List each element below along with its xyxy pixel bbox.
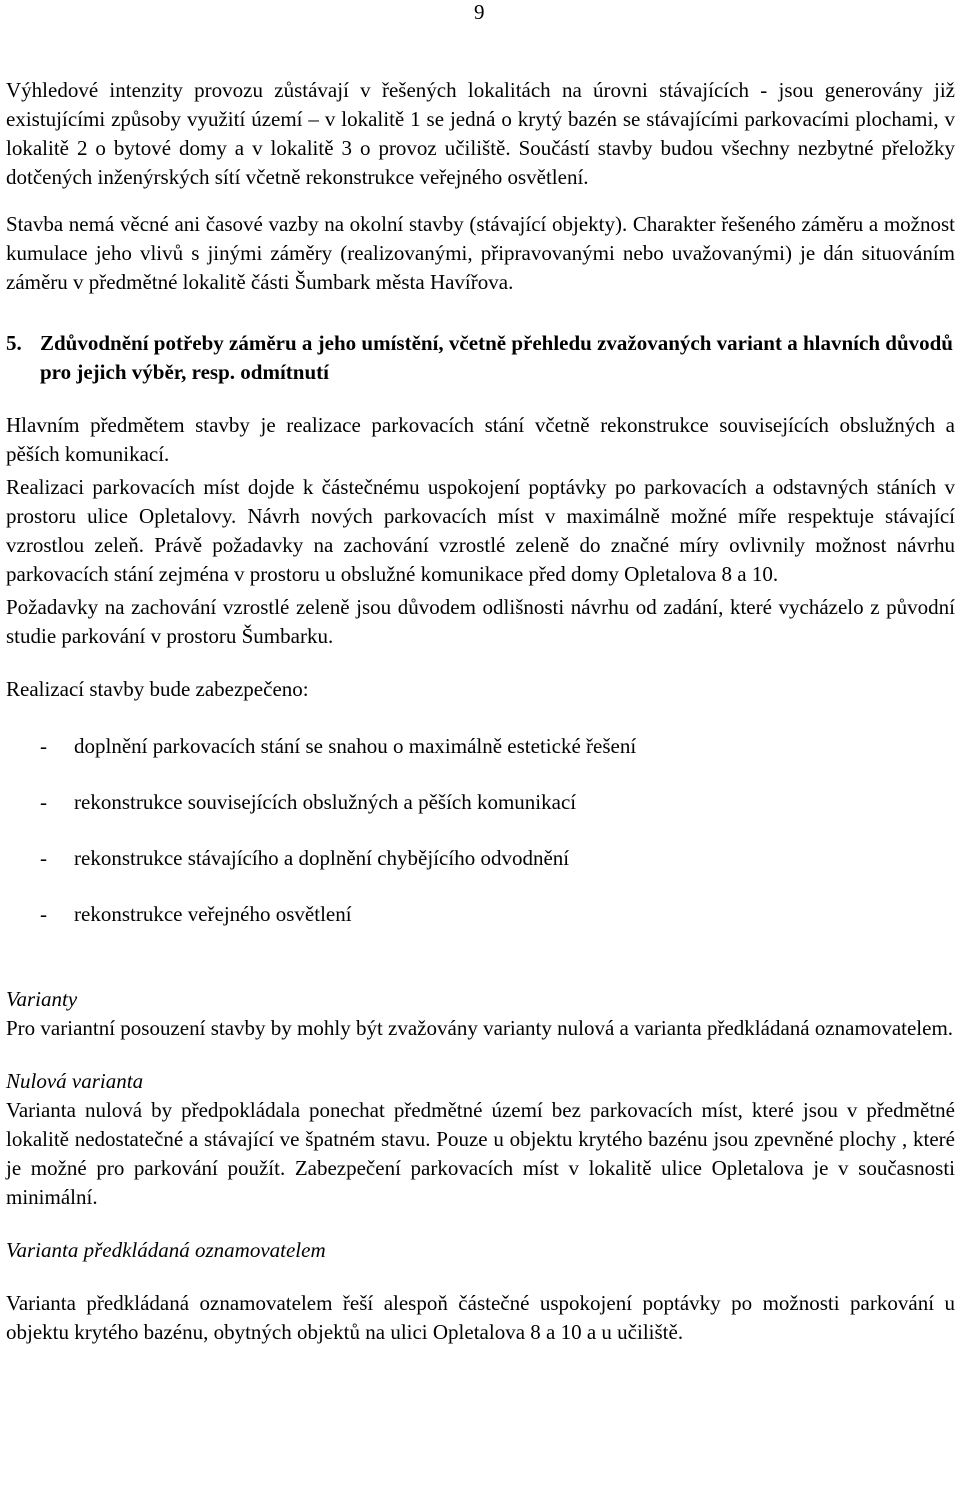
paragraph-proposed-variant: Varianta předkládaná oznamovatelem řeší alespoň částečné uspokojení poptávky po možnosti parkování u objektu krytého bazénu, obytných objektů na ulici Opletalova 8 a 10 a u učiliště. bbox=[6, 1291, 955, 1344]
section-heading-5 bbox=[6, 329, 955, 387]
paragraph-secured-list-intro: Realizací stavby bude zabezpečeno: bbox=[6, 677, 309, 701]
variants-heading: Varianty bbox=[6, 987, 78, 1011]
proposed-variant-heading: Varianta předkládaná oznamovatelem bbox=[6, 1238, 326, 1262]
list-item bbox=[6, 732, 955, 761]
list-item bbox=[6, 788, 955, 817]
list-item bbox=[6, 844, 955, 873]
paragraph-variants: Pro variantní posouzení stavby by mohly být zvažovány varianty nulová a varianta předkládaná oznamovatelem. bbox=[6, 1016, 954, 1040]
paragraph-zero-variant: Varianta nulová by předpokládala ponechat předmětné území bez parkovacích míst, které jsou v předmětné lokalitě nedostatečné a stávající ve špatném stavu. Pouze u objektu krytého bazénu jsou zpevněné plochy , které je možné pro parkování použít. Zabezpečení parkovacích míst v lokalitě ulice Opletalova je v současnosti minimální. bbox=[6, 1098, 955, 1209]
list-dash: - bbox=[40, 790, 47, 814]
paragraph-main-subject: Hlavním předmětem stavby je realizace parkovacích stání včetně rekonstrukce souvisejících obslužných a pěších komunikací. bbox=[6, 413, 955, 466]
list-item-text: doplnění parkovacích stání se snahou o maximálně estetické řešení bbox=[74, 734, 637, 758]
document-body bbox=[6, 76, 955, 1347]
list-item-text: rekonstrukce stávajícího a doplnění chybějícího odvodnění bbox=[74, 846, 570, 870]
paragraph-traffic-intensity: Výhledové intenzity provozu zůstávají v řešených lokalitách na úrovni stávajících - jsou generovány již existujícími způsoby využití území – v lokalitě 1 se jedná o krytý bazén se stávajícími parkovacími plochami, v lokalitě 2 o bytové domy a v lokalitě 3 o provoz učiliště. Součástí stavby budou všechny nezbytné přeložky dotčených inženýrských sítí včetně rekonstrukce veřejného osvětlení. bbox=[6, 78, 955, 189]
page-number: 9 bbox=[474, 0, 485, 24]
zero-variant-heading: Nulová varianta bbox=[6, 1069, 144, 1093]
list-item-text: rekonstrukce veřejného osvětlení bbox=[74, 902, 352, 926]
section-number: 5. bbox=[6, 331, 22, 355]
paragraph-relations: Stavba nemá věcné ani časové vazby na okolní stavby (stávající objekty). Charakter řešeného záměru a možnost kumulace jeho vlivů s jinými záměry (realizovanými, připravovanými nebo uvažovanými) je dán situováním záměru v předmětné lokalitě části Šumbark města Havířova. bbox=[6, 212, 955, 294]
paragraph-parking-realization: Realizaci parkovacích míst dojde k částečnému uspokojení poptávky po parkovacích a odstavných stáních v prostoru ulice Opletalovy. Návrh nových parkovacích míst v maximálně možné míře respektuje stávající vzrostlou zeleň. Právě požadavky na zachování vzrostlé zeleně do značné míry ovlivnily možnost návrhu parkovacích stání zejména v prostoru u obslužné komunikace před domy Opletalova 8 a 10. bbox=[6, 475, 955, 586]
list-item bbox=[6, 900, 955, 929]
section-title: Zdůvodnění potřeby záměru a jeho umístění, včetně přehledu zvažovaných variant a hlavních důvodů pro jejich výběr, resp. odmítnutí bbox=[40, 331, 953, 384]
list-dash: - bbox=[40, 734, 47, 758]
paragraph-greenery-requirements: Požadavky na zachování vzrostlé zeleně jsou důvodem odlišnosti návrhu od zadání, které vycházelo z původní studie parkování v prostoru Šumbarku. bbox=[6, 595, 955, 648]
list-dash: - bbox=[40, 846, 47, 870]
list-item-text: rekonstrukce souvisejících obslužných a pěších komunikací bbox=[74, 790, 577, 814]
secured-items-list bbox=[6, 732, 955, 929]
list-dash: - bbox=[40, 902, 47, 926]
